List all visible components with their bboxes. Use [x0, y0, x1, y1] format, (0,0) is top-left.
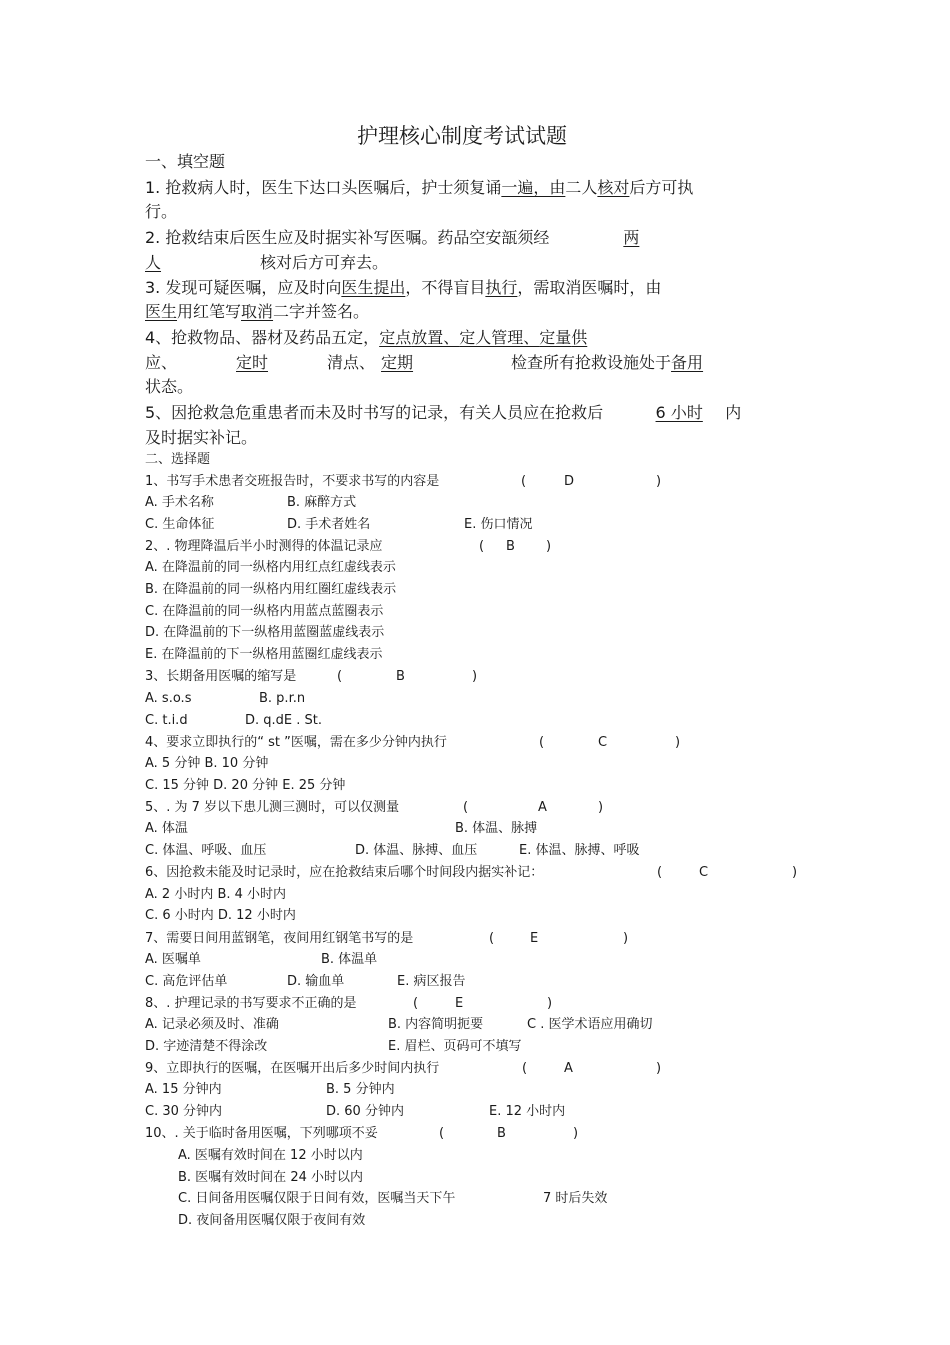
- mc-q2-option-c: C. 在降温前的同一纵格内用蓝点蓝圈表示: [145, 604, 384, 619]
- fill-q4-answer-4: 定量: [539, 328, 572, 347]
- mc-q6-stem: 6、因抢救未能及时记录时，应在抢救结束后哪个时间段内据实补记：: [145, 865, 544, 880]
- fill-q3-answer-4: 取消: [241, 302, 274, 321]
- mc-q2-option-d: D. 在降温前的下一纵格用蓝圈蓝虚线表示: [145, 625, 385, 640]
- mc-q7-option-e: E. 病区报告: [397, 974, 466, 989]
- mc-q6-options-ab: A. 2 小时内 B. 4 小时内: [145, 887, 287, 902]
- mc-q10-option-c-tail: 7 时后失效: [543, 1191, 608, 1206]
- mc-q7-answer: E: [530, 931, 539, 946]
- mc-q3-paren-right: ): [472, 669, 478, 684]
- mc-q8-option-d: D. 字迹清楚不得涂改: [145, 1039, 268, 1054]
- mc-q9-paren-right: ): [656, 1061, 662, 1076]
- fill-q4-answer-7: 定期: [381, 353, 414, 372]
- fill-q4-text: 4、抢救物品、器材及药品五定，: [145, 328, 380, 347]
- fill-q3-text-2: ，不得盲目: [405, 278, 486, 297]
- fill-q4-answer-2: 放置、: [411, 328, 460, 347]
- mc-q10-option-c: C. 日间备用医嘱仅限于日间有效，医嘱当天下午: [178, 1191, 456, 1206]
- mc-q2-paren-right: ): [546, 539, 552, 554]
- mc-q5-option-c: C. 体温、呼吸、血压: [145, 843, 267, 858]
- mc-q8-option-c: C . 医学术语应用确切: [527, 1017, 653, 1032]
- mc-q3-option-a: A. s.o.s: [145, 691, 192, 706]
- fill-q1-text-3: 后方可执: [629, 178, 694, 197]
- mc-q8-paren-left: (: [413, 996, 419, 1011]
- mc-q2-stem: 2、. 物理降温后半小时测得的体温记录应: [145, 539, 383, 554]
- fill-q4-answer-1: 定点: [379, 328, 412, 347]
- section2-heading: 二、选择题: [145, 452, 211, 467]
- mc-q6-paren-right: ): [792, 865, 798, 880]
- mc-q4-paren-right: ): [675, 735, 681, 750]
- mc-q4-options-ab: A. 5 分钟 B. 10 分钟: [145, 756, 269, 771]
- mc-q7-option-a: A. 医嘱单: [145, 952, 201, 967]
- mc-q6-paren-left: (: [657, 865, 663, 880]
- fill-q3-answer-3: 医生: [145, 302, 178, 321]
- fill-q4-answer-3: 定人管理、: [459, 328, 540, 347]
- mc-q4-answer: C: [598, 735, 608, 750]
- mc-q7-paren-right: ): [623, 931, 629, 946]
- section1-heading: 一、填空题: [145, 152, 226, 171]
- fill-q3-text-5: 二字并签名。: [273, 302, 370, 321]
- mc-q9-stem: 9、立即执行的医嘱，在医嘱开出后多少时间内执行: [145, 1061, 440, 1076]
- mc-q10-paren-left: (: [439, 1126, 445, 1141]
- mc-q8-stem: 8、. 护理记录的书写要求不正确的是: [145, 996, 357, 1011]
- fill-q5-line1: [145, 401, 741, 425]
- mc-q4-stem: 4、要求立即执行的“ st ”医嘱，需在多少分钟内执行: [145, 735, 447, 750]
- fill-q1-line2: 行。: [145, 202, 178, 221]
- mc-q1-paren-right: ): [656, 474, 662, 489]
- mc-q2-option-e: E. 在降温前的下一纵格用蓝圈红虚线表示: [145, 647, 383, 662]
- fill-q2-answer-1: 两: [623, 228, 640, 247]
- mc-q8-paren-right: ): [547, 996, 553, 1011]
- mc-q2-answer: B: [506, 539, 515, 554]
- mc-q9-option-e: E. 12 小时内: [489, 1104, 566, 1119]
- mc-q1-option-c: C. 生命体征: [145, 517, 215, 532]
- mc-q9-option-a: A. 15 分钟内: [145, 1082, 222, 1097]
- fill-q2-answer-2: 人: [145, 253, 162, 272]
- mc-q1-paren-left: (: [521, 474, 527, 489]
- mc-q1-option-e: E. 伤口情况: [464, 517, 533, 532]
- mc-q9-paren-left: (: [522, 1061, 528, 1076]
- fill-q3-answer-1: 医生提出: [341, 278, 406, 297]
- mc-q3-option-d: D. q.dE . St.: [245, 713, 323, 728]
- mc-q5-paren-right: ): [598, 800, 604, 815]
- fill-q4-answer-5: 供: [571, 328, 588, 347]
- fill-q1-line1: [145, 176, 693, 200]
- mc-q8-option-e: E. 眉栏、页码可不填写: [388, 1039, 522, 1054]
- fill-q3-line2: [145, 300, 369, 324]
- fill-q4-text-2: 应、: [145, 353, 178, 372]
- mc-q8-option-b: B. 内容简明扼要: [388, 1017, 484, 1032]
- mc-q5-option-a: A. 体温: [145, 821, 188, 836]
- page-title: 护理核心制度考试试题: [357, 124, 567, 148]
- mc-q7-stem: 7、需要日间用蓝钢笔，夜间用红钢笔书写的是: [145, 931, 414, 946]
- mc-q10-option-d: D. 夜间备用医嘱仅限于夜间有效: [178, 1213, 366, 1228]
- mc-q10-paren-right: ): [573, 1126, 579, 1141]
- mc-q4-options-cde: C. 15 分钟 D. 20 分钟 E. 25 分钟: [145, 778, 346, 793]
- mc-q1-stem: 1、书写手术患者交班报告时，不要求书写的内容是: [145, 474, 440, 489]
- mc-q1-answer: D: [564, 474, 575, 489]
- mc-q5-option-b: B. 体温、脉搏: [455, 821, 538, 836]
- fill-q3-text-3: ，需取消医嘱时，由: [517, 278, 662, 297]
- mc-q5-stem: 5、. 为 7 岁以下患儿测三测时，可以仅测量: [145, 800, 400, 815]
- fill-q3-line1: [145, 276, 661, 300]
- mc-q3-option-c: C. t.i.d: [145, 713, 188, 728]
- mc-q9-option-c: C. 30 分钟内: [145, 1104, 223, 1119]
- mc-q6-options-cd: C. 6 小时内 D. 12 小时内: [145, 908, 296, 923]
- fill-q3-answer-2: 执行: [485, 278, 518, 297]
- fill-q4-answer-8: 备用: [671, 353, 704, 372]
- fill-q2-line2: [145, 251, 388, 275]
- mc-q2-option-a: A. 在降温前的同一纵格内用红点红虚线表示: [145, 560, 396, 575]
- fill-q4-answer-6: 定时: [236, 353, 269, 372]
- mc-q7-paren-left: (: [489, 931, 495, 946]
- mc-q5-option-d: D. 体温、脉搏、血压: [355, 843, 478, 858]
- mc-q5-paren-left: (: [463, 800, 469, 815]
- fill-q3-text: 3. 发现可疑医嘱，应及时向: [145, 278, 342, 297]
- mc-q3-paren-left: (: [337, 669, 343, 684]
- mc-q8-option-a: A. 记录必须及时、准确: [145, 1017, 279, 1032]
- mc-q10-answer: B: [497, 1126, 506, 1141]
- fill-q5-answer-1: 6 小时: [655, 403, 703, 422]
- fill-q4-text-3: 清点、: [327, 353, 376, 372]
- fill-q1-text: 1. 抢救病人时，医生下达口头医嘱后，护士须复诵: [145, 178, 502, 197]
- mc-q1-option-a: A. 手术名称: [145, 495, 214, 510]
- fill-q3-text-4: 用红笔写: [177, 302, 242, 321]
- mc-q7-option-c: C. 高危评估单: [145, 974, 228, 989]
- fill-q4-line1: [145, 326, 587, 350]
- mc-q3-answer: B: [396, 669, 405, 684]
- mc-q10-option-a: A. 医嘱有效时间在 12 小时以内: [178, 1148, 363, 1163]
- mc-q8-answer: E: [455, 996, 464, 1011]
- fill-q4-line2: [145, 351, 703, 375]
- fill-q2-text: 2. 抢救结束后医生应及时据实补写医嘱。药品空安瓿须经: [145, 228, 550, 247]
- mc-q6-answer: C: [699, 865, 709, 880]
- fill-q5-text: 5、因抢救急危重患者而未及时书写的记录，有关人员应在抢救后: [145, 403, 604, 422]
- mc-q9-option-b: B. 5 分钟内: [326, 1082, 395, 1097]
- fill-q4-line3: 状态。: [145, 377, 194, 396]
- fill-q1-text-2: 二人: [565, 178, 598, 197]
- mc-q10-stem: 10、. 关于临时备用医嘱，下列哪项不妥: [145, 1126, 378, 1141]
- fill-q5-line2: 及时据实补记。: [145, 428, 258, 447]
- mc-q9-option-d: D. 60 分钟内: [326, 1104, 404, 1119]
- mc-q3-stem: 3、长期备用医嘱的缩写是: [145, 669, 297, 684]
- mc-q1-option-d: D. 手术者姓名: [287, 517, 371, 532]
- mc-q2-paren-left: (: [479, 539, 485, 554]
- fill-q4-text-4: 检查所有抢救设施处于: [511, 353, 672, 372]
- mc-q3-option-b: B. p.r.n: [259, 691, 306, 706]
- fill-q2-text-2: 核对后方可弃去。: [260, 253, 389, 272]
- mc-q7-option-b: B. 体温单: [321, 952, 378, 967]
- mc-q1-option-b: B. 麻醉方式: [287, 495, 357, 510]
- fill-q2-line1: [145, 226, 639, 250]
- fill-q1-answer-1: 一遍，由: [501, 178, 566, 197]
- mc-q5-answer: A: [538, 800, 547, 815]
- mc-q10-option-b: B. 医嘱有效时间在 24 小时以内: [178, 1170, 363, 1185]
- mc-q5-option-e: E. 体温、脉搏、呼吸: [519, 843, 640, 858]
- mc-q2-option-b: B. 在降温前的同一纵格内用红圈红虚线表示: [145, 582, 397, 597]
- fill-q5-text-2: 内: [725, 403, 742, 422]
- fill-q1-answer-2: 核对: [597, 178, 630, 197]
- mc-q4-paren-left: (: [539, 735, 545, 750]
- mc-q7-option-d: D. 输血单: [287, 974, 345, 989]
- mc-q9-answer: A: [564, 1061, 573, 1076]
